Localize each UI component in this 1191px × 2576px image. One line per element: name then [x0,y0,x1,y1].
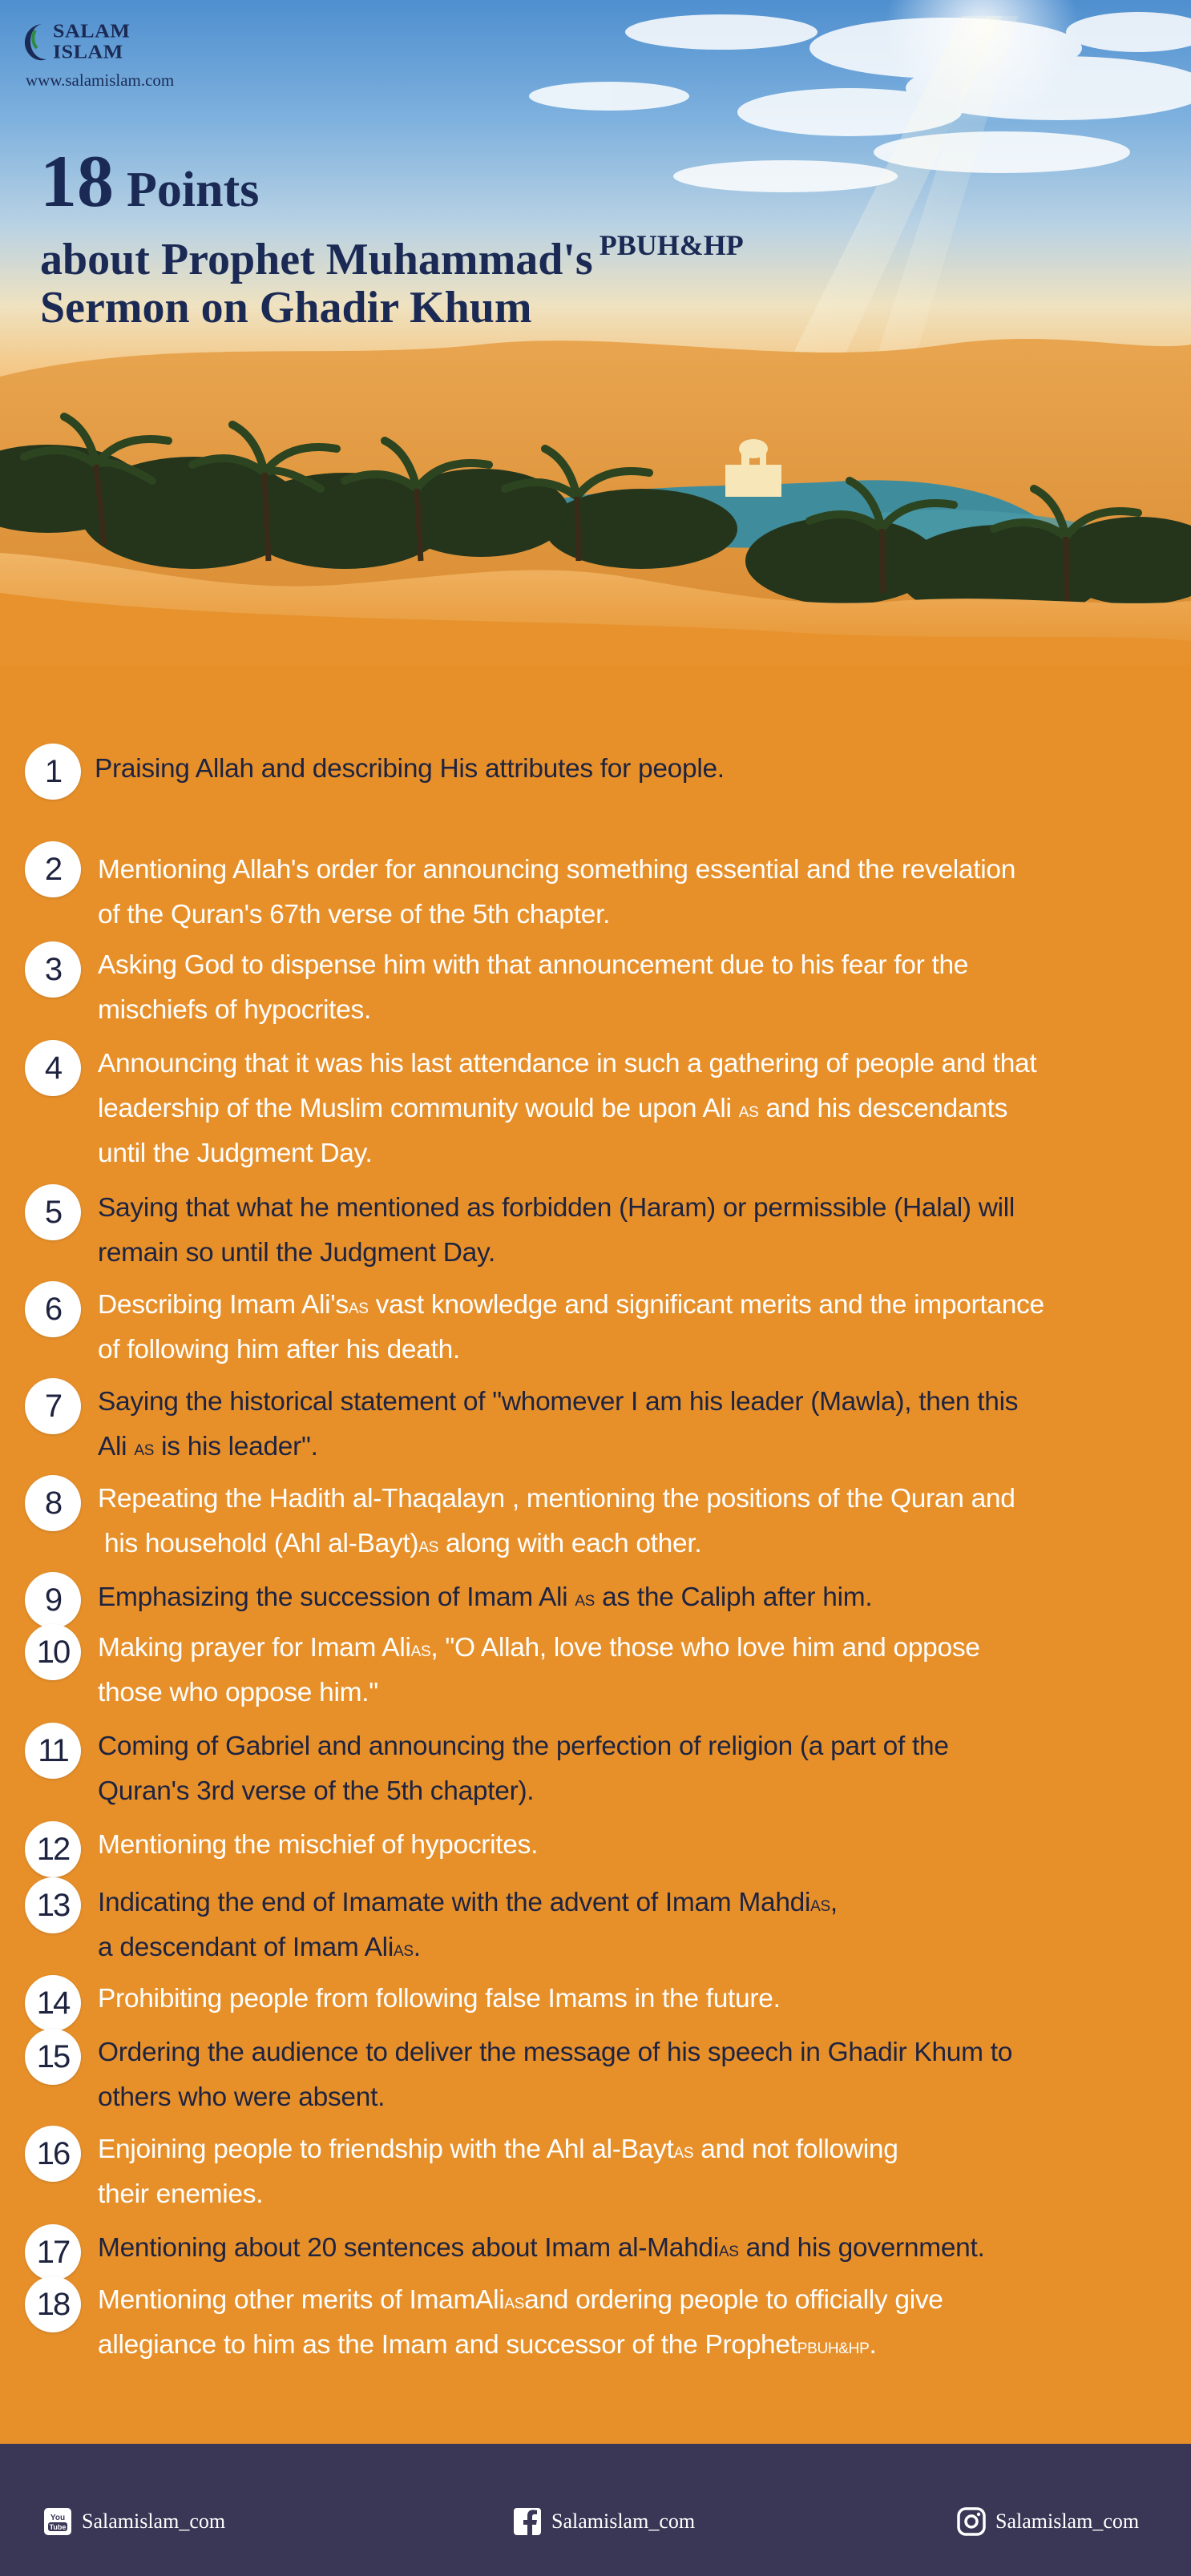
item-text: Mentioning other merits of ImamAli [98,2285,505,2315]
item-number-badge: 12 [25,1821,81,1877]
item-text: his household (Ahl al-Bayt) [104,1529,419,1558]
item-text: vast knowledge and significant merits and the importance [375,1290,1044,1320]
item-text: Praising Allah and describing His attributes for people. [95,754,725,784]
item-number-badge: 5 [25,1184,81,1240]
item-text: Ordering the audience to deliver the message of his speech in Ghadir Khum to [98,2038,1013,2067]
item-text: Making prayer for Imam Ali [98,1633,411,1663]
item-text: of following him after his death. [98,1335,460,1365]
item-text: Ali [98,1432,127,1461]
item-text: Asking God to dispense him with that announcement due to his fear for the [98,950,969,980]
desert-oasis-illustration [0,0,1191,665]
social-footer [0,2444,1191,2576]
item-text: Quran's 3rd verse of the 5th chapter). [98,1776,535,1806]
honorific-sup: AS [673,2145,694,2162]
salam-islam-logo [18,19,130,64]
item-text: a descendant of Imam Ali [98,1933,394,1962]
honorific-sup: AS [418,1539,438,1556]
logo-line-2: ISLAM [53,41,123,62]
honorific-sup: AS [348,1300,369,1317]
item-text: Prohibiting people from following false Imams in the future. [98,1984,781,2014]
item-text: and ordering people to officially give [524,2285,943,2315]
item-number-badge: 14 [25,1975,81,2031]
item-text: their enemies. [98,2179,264,2209]
item-text: mischiefs of hypocrites. [98,995,371,1025]
item-text: Saying that what he mentioned as forbidden (Haram) or permissible (Halal) will [98,1193,1015,1223]
item-text: Coming of Gabriel and announcing the perfection of religion (a part of the [98,1731,949,1761]
item-text: Emphasizing the succession of Imam Ali [98,1582,568,1612]
item-text: , "O Allah, love those who love him and oppose [430,1633,980,1663]
honorific-sup: PBUH&HP [797,2340,870,2357]
item-text: Mentioning the mischief of hypocrites. [98,1830,539,1860]
item-text: others who were absent. [98,2082,386,2112]
honorific-sup: AS [410,1643,431,1660]
item-text: as the Caliph after him. [602,1582,873,1612]
item-number-badge: 8 [25,1475,81,1531]
item-text: Mentioning Allah's order for announcing something essential and the revelation [98,855,1016,885]
item-number-badge: 13 [25,1877,81,1933]
honorific-sup: AS [718,2243,739,2260]
honorific-sup: AS [504,2296,525,2312]
item-text: Mentioning about 20 sentences about Imam al-Mahdi [98,2233,719,2263]
item-text: , [830,1888,838,1917]
instagram-handle: Salamislam_com [995,2509,1140,2533]
item-number-badge: 18 [25,2276,81,2332]
honorific-sup: AS [393,1943,414,1960]
item-text: and his government. [745,2233,985,2263]
item-text: Announcing that it was his last attendance in such a gathering of people and that [98,1049,1037,1078]
item-text: Saying the historical statement of "whomever I am his leader (Mawla), then this [98,1387,1019,1417]
item-text: allegiance to him as the Imam and successor of the Prophet [98,2330,797,2360]
page-title [40,140,744,333]
item-text: along with each other. [446,1529,702,1558]
item-text: . [413,1933,421,1962]
honorific-sup: AS [134,1442,155,1459]
facebook-link[interactable] [513,2507,695,2536]
honorific-sup: AS [575,1593,596,1610]
honorific-sup: AS [810,1898,830,1915]
youtube-link[interactable] [43,2507,225,2536]
item-number-badge: 17 [25,2224,81,2280]
instagram-icon [957,2507,986,2536]
item-number-badge: 2 [25,841,81,897]
title-line-3: Sermon on Ghadir Khum [40,283,532,333]
item-number-badge: 10 [25,1624,81,1680]
item-text: until the Judgment Day. [98,1139,373,1168]
honorific-sup: AS [738,1104,759,1121]
instagram-link[interactable] [957,2507,1139,2536]
item-number-badge: 11 [25,1723,81,1779]
item-number-badge: 3 [25,941,81,998]
logo-line-1: SALAM [53,20,131,42]
item-text: remain so until the Judgment Day. [98,1238,495,1268]
title-honorific: PBUH&HP [599,229,744,261]
item-text: those who oppose him." [98,1678,378,1707]
facebook-handle: Salamislam_com [551,2509,696,2533]
item-text: is his leader". [161,1432,318,1461]
item-number-badge: 7 [25,1378,81,1434]
svg-text:You: You [50,2514,66,2522]
item-text: Enjoining people to friendship with the Ahl al-Bayt [98,2135,674,2164]
item-text: of the Quran's 67th verse of the 5th chapter. [98,900,611,929]
item-number-badge: 15 [25,2029,81,2085]
youtube-handle: Salamislam_com [82,2509,226,2533]
item-number-badge: 6 [25,1281,81,1337]
item-text: Describing Imam Ali's [98,1290,349,1320]
svg-text:Tube: Tube [49,2523,67,2531]
item-text: Indicating the end of Imamate with the advent of Imam Mahdi [98,1888,811,1917]
title-line-2: about Prophet Muhammad's [40,235,593,284]
item-number-badge: 1 [25,744,81,800]
item-number-badge: 4 [25,1040,81,1096]
title-points-word: Points [127,163,260,217]
website-url: www.salamislam.com [26,71,175,90]
crescent-logo-icon [18,19,50,64]
item-text: . [869,2330,877,2360]
item-text: leadership of the Muslim community would be upon Ali [98,1094,732,1123]
hero-banner [0,0,1191,665]
item-text: and his descendants [765,1094,1008,1123]
item-text: Repeating the Hadith al-Thaqalayn , mentioning the positions of the Quran and [98,1484,1015,1514]
item-text: and not following [700,2135,898,2164]
facebook-icon [513,2507,542,2536]
title-number: 18 [40,140,114,222]
youtube-icon [43,2507,72,2536]
item-number-badge: 16 [25,2126,81,2182]
item-number-badge: 9 [25,1572,81,1628]
